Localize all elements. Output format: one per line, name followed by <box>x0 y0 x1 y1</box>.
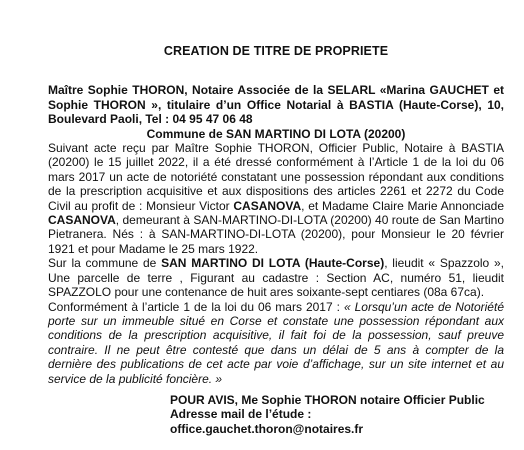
notice-title: CREATION DE TITRE DE PROPRIETE <box>163 44 389 58</box>
beneficiary-name-1: CASANOVA <box>233 198 302 213</box>
deed-text-1: Suivant acte reçu par Maître Sophie THORON, Officier Public, Notaire à BASTIA (20200) le 15 juillet 2022, il a été dressé conformément à l’Article 1 de la loi du 06 mars 2017 un acte de notoriété constatant une possession répondant aux conditions de la prescription acquisitive et aux dispositions des articles 2261 et 2272 du Code Civil au profit de : Monsieur Victor <box>48 141 504 213</box>
law-quote: « Lorsqu’un acte de Notoriété porte sur un immeuble situé en Corse et constate une possession répondant aux conditions de la prescription acquisitive, il fait foi de la possession, sauf preuve contraire. Il ne peut être contesté que dans un délai de 5 ans à compter de la dernière des publications de cet acte par voie d’affichage, sur un site internet et au service de la publicité foncière. » <box>48 299 504 386</box>
law-paragraph <box>48 300 504 386</box>
pour-avis-signature: POUR AVIS, Me Sophie THORON notaire Officier Public <box>170 392 485 407</box>
deed-text-3: , demeurant à SAN-MARTINO-DI-LOTA (20200) 40 route de San Martino Pietranera. Nés : à SAN-MARTINO-DI-LOTA (20200), pour Monsieur le 20 février 1921 et pour Madame le 25 mars 1922. <box>48 213 504 256</box>
notary-info: Maître Sophie THORON, Notaire Associée de la SELARL «Marina GAUCHET et Sophie THORON », titulaire d’un Office Notarial à BASTIA (Haute-Corse), 10, Boulevard Paoli, Tel : 04 95 47 06 48 <box>48 83 504 127</box>
office-email-line: Adresse mail de l’étude : office.gauchet.thoron@notaires.fr <box>170 407 364 436</box>
legal-notice <box>48 44 504 436</box>
parcel-text-1: Sur la commune de <box>48 256 162 271</box>
parcel-commune: SAN MARTINO DI LOTA (Haute-Corse) <box>161 256 385 271</box>
parcel-text-2: , lieudit « Spazzolo », Une parcelle de terre , Figurant au cadastre : Section AC, numéro 51, lieudit SPAZZOLO pour une contenance de huit ares soixante-sept centiares (08a 67ca). <box>48 256 504 300</box>
law-intro: Conformément à l’article 1 de la loi du 06 mars 2017 : <box>48 299 344 314</box>
beneficiary-name-2: CASANOVA <box>48 213 116 228</box>
deed-paragraph <box>48 141 504 256</box>
parcel-paragraph <box>48 256 504 299</box>
deed-text-2: , et Madame Claire Marie Annonciade <box>301 198 504 213</box>
commune-heading: Commune de SAN MARTINO DI LOTA (20200) <box>146 126 406 141</box>
